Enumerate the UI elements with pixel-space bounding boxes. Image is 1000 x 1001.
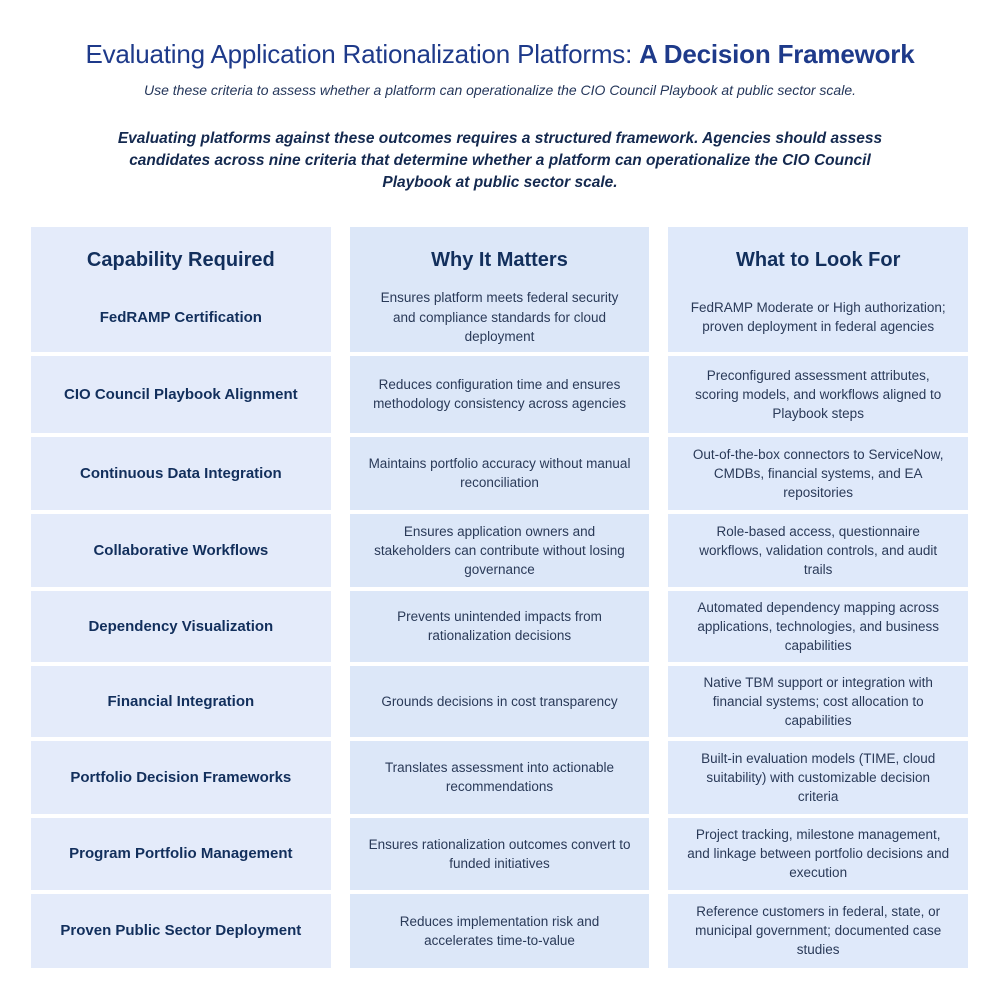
capability-header-block — [31, 227, 331, 352]
capability-cell: Continuous Data Integration — [31, 437, 331, 510]
column-header-capability: Capability Required — [86, 249, 275, 272]
capability-cell: Portfolio Decision Frameworks — [31, 741, 331, 814]
look-cell: FedRAMP Moderate or High authorization; proven deployment in federal agencies — [690, 300, 946, 335]
column-header-look: What to Look For — [735, 249, 901, 272]
why-cell: Ensures application owners and stakeholders can contribute without losing governance — [350, 514, 650, 587]
capability-cell: Proven Public Sector Deployment — [31, 894, 331, 968]
column-capability-required — [31, 227, 331, 968]
why-cell: Reduces configuration time and ensures methodology consistency across agencies — [350, 356, 650, 433]
intro-paragraph: Evaluating platforms against these outcomes requires a structured framework. Agencies should assess candidates across nine criteria that determine whether a platform can operationalize the CIO Council Playbook at public sector scale. — [117, 129, 883, 191]
why-cell: Ensures rationalization outcomes convert to funded initiatives — [350, 818, 650, 890]
look-header-block — [668, 227, 968, 352]
why-cell: Maintains portfolio accuracy without manual reconciliation — [350, 437, 650, 510]
page-title-emphasis: A Decision Framework — [639, 39, 915, 69]
look-cell: Automated dependency mapping across applications, technologies, and business capabilities — [668, 591, 968, 662]
why-cell: Reduces implementation risk and accelerates time-to-value — [350, 894, 650, 968]
capability-cell: Program Portfolio Management — [31, 818, 331, 890]
why-cell: Ensures platform meets federal security and compliance standards for cloud deployment — [380, 290, 619, 344]
look-cell: Role-based access, questionnaire workflows, validation controls, and audit trails — [668, 514, 968, 587]
why-cell: Prevents unintended impacts from rationalization decisions — [350, 591, 650, 662]
look-cell: Native TBM support or integration with financial systems; cost allocation to capabilities — [668, 666, 968, 737]
page-subtitle: Use these criteria to assess whether a platform can operationalize the CIO Council Playbook at public sector scale. — [143, 81, 857, 98]
why-cell: Translates assessment into actionable recommendations — [350, 741, 650, 814]
decision-framework-table — [0, 227, 1000, 968]
capability-cell: Dependency Visualization — [31, 591, 331, 662]
column-why-it-matters — [350, 227, 650, 968]
why-header-block — [350, 227, 650, 352]
capability-cell: CIO Council Playbook Alignment — [31, 356, 331, 433]
capability-cell: Financial Integration — [31, 666, 331, 737]
capability-cell: Collaborative Workflows — [31, 514, 331, 587]
page-title — [0, 40, 1000, 70]
page-title-main: Evaluating Application Rationalization Platforms: — [85, 39, 640, 69]
column-what-to-look-for — [668, 227, 968, 968]
why-cell: Grounds decisions in cost transparency — [350, 666, 650, 737]
look-cell: Preconfigured assessment attributes, scoring models, and workflows aligned to Playbook steps — [668, 356, 968, 433]
look-cell: Reference customers in federal, state, or municipal government; documented case studies — [668, 894, 968, 968]
look-cell: Out-of-the-box connectors to ServiceNow, CMDBs, financial systems, and EA repositories — [668, 437, 968, 510]
capability-cell: FedRAMP Certification — [99, 308, 262, 326]
column-header-why: Why It Matters — [431, 249, 568, 272]
look-cell: Built-in evaluation models (TIME, cloud suitability) with customizable decision criteria — [668, 741, 968, 814]
look-cell: Project tracking, milestone management, and linkage between portfolio decisions and execution — [668, 818, 968, 890]
